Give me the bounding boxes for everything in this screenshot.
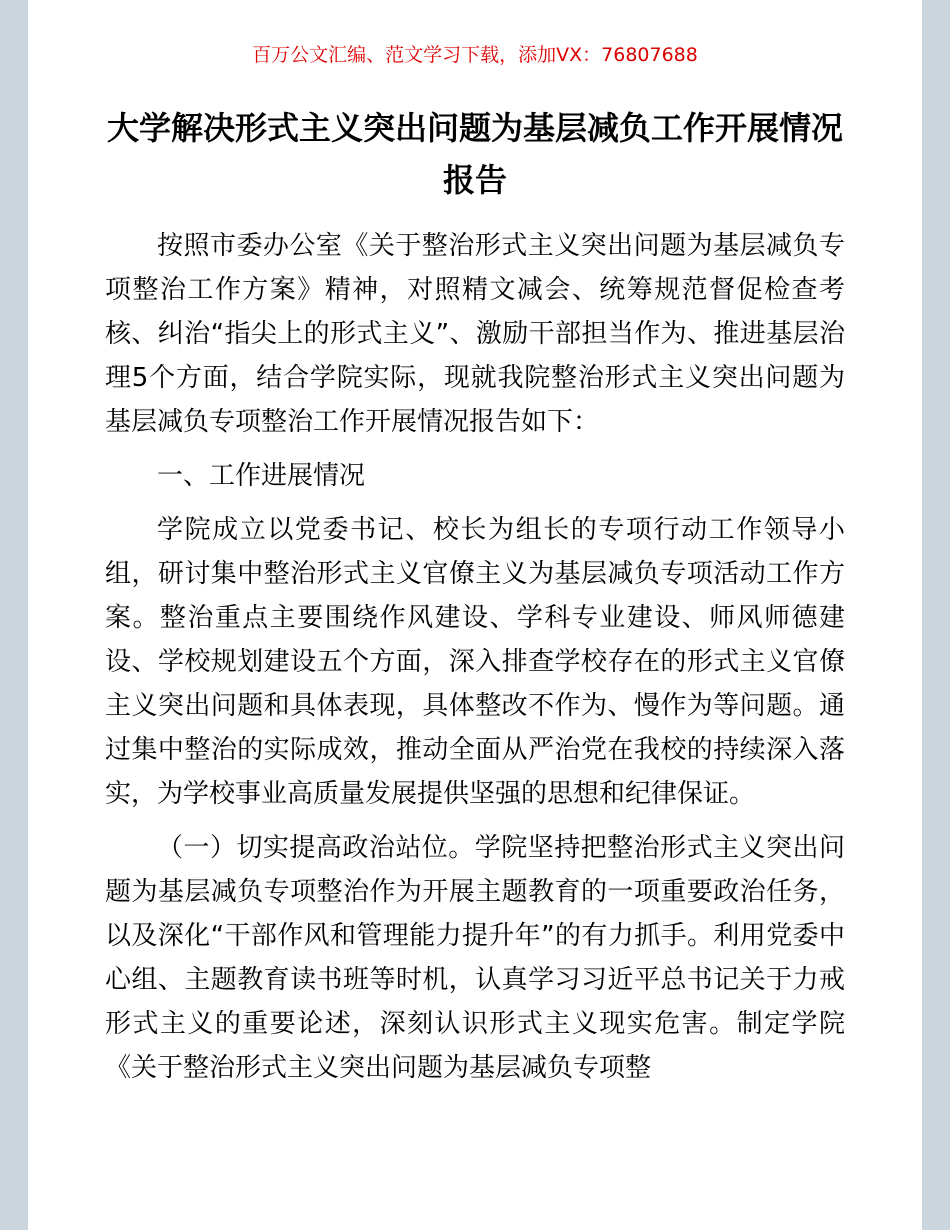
section-heading-1: 一、工作进展情况: [157, 461, 366, 491]
body-paragraph-1: 按照市委办公室《关于整治形式主义突出问题为基层减负专项整治工作方案》精神，对照精文减会、统筹规范督促检查考核、纠治“指尖上的形式主义”、激励干部担当作为、推进基层治理5个方面，结合学院实际，现就我院整治形式主义突出问题为基层减负专项整治工作开展情况报告如下：: [105, 231, 845, 437]
watermark-text: 百万公文汇编、范文学习下载，添加VX：76807688: [252, 44, 698, 66]
body-paragraph-2: 学院成立以党委书记、校长为组长的专项行动工作领导小组，研讨集中整治形式主义官僚主义为基层减负专项活动工作方案。整治重点主要围绕作风建设、学科专业建设、师风师德建设、学校规划建设五个方面，深入排查学校存在的形式主义官僚主义突出问题和具体表现，具体整改不作为、慢作为等问题。通过集中整治的实际成效，推动全面从严治党在我校的持续深入落实，为学校事业高质量发展提供坚强的思想和纪律保证。: [105, 515, 845, 809]
document-title: 大学解决形式主义突出问题为基层减负工作开展情况报告: [106, 109, 843, 199]
body-paragraph-3: （一）切实提高政治站位。学院坚持把整治形式主义突出问题为基层减负专项整治作为开展主题教育的一项重要政治任务，以及深化“干部作风和管理能力提升年”的有力抓手。利用党委中心组、主题教育读书班等时机，认真学习习近平总书记关于力戒形式主义的重要论述，深刻认识形式主义现实危害。制定学院《关于整治形式主义突出问题为基层减负专项整: [105, 833, 845, 1083]
document-page: [28, 0, 922, 1230]
